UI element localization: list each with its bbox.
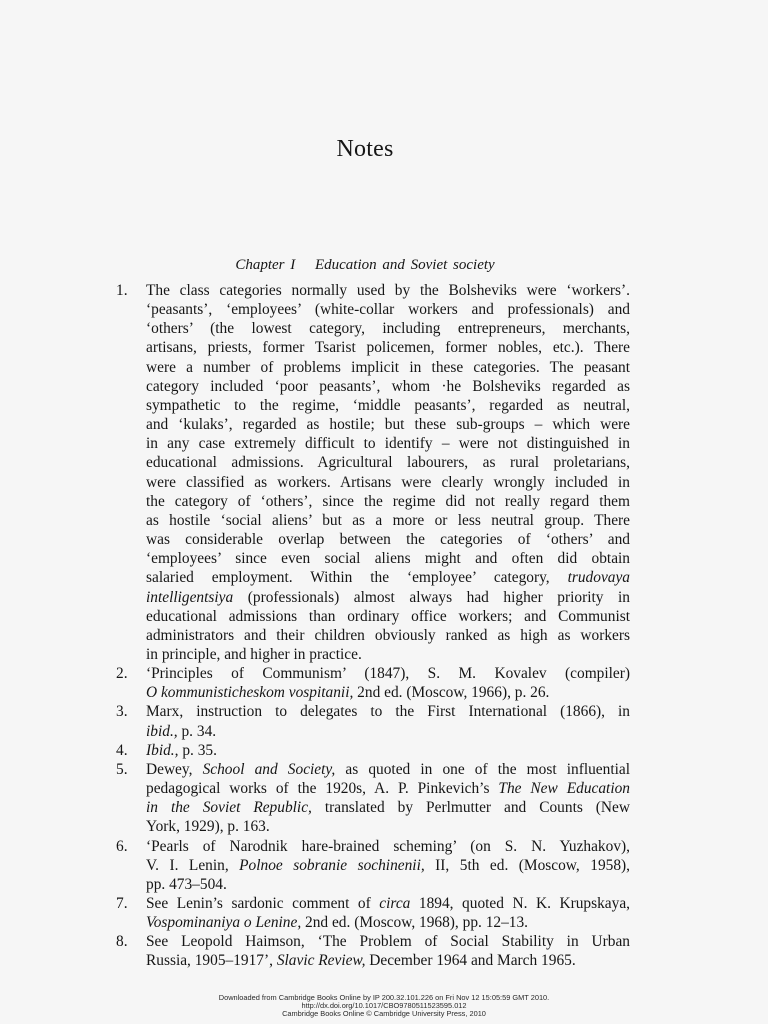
text-run: category included ‘poor peasants’, whom ·he Bolsheviks regarded as: [146, 377, 630, 395]
note-line: [146, 358, 630, 377]
note-line: [146, 798, 630, 817]
note-line: [146, 894, 630, 913]
note-text: [146, 664, 630, 702]
chapter-title: Education and Soviet society: [314, 257, 495, 273]
text-run: Marx, instruction to delegates to the First International (1866), in: [146, 703, 630, 721]
note-number: 7.: [116, 895, 128, 912]
text-run: as quoted in one of the most influential: [335, 760, 630, 778]
text-run: salaried employment. Within the ‘employee’ category,: [146, 569, 568, 587]
text-run: and ‘kulaks’, regarded as hostile; but these sub-groups – which were: [146, 416, 630, 434]
note-line: [146, 568, 630, 587]
chapter-label: Chapter: [235, 257, 285, 273]
text-run: See Leopold Haimson, ‘The Problem of Social Stability in Urban: [146, 933, 630, 951]
italic-title: trudovaya: [567, 569, 630, 587]
italic-title: Ibid.,: [146, 741, 179, 759]
text-run: p. 34.: [177, 722, 217, 740]
text-run: ‘employees’ since even social aliens might and often did obtain: [146, 550, 630, 568]
note-text: [146, 702, 630, 740]
note-line: [146, 300, 630, 319]
text-run: as hostile ‘social aliens’ but as a more or less neutral group. There: [146, 511, 630, 529]
note-line: [146, 760, 630, 779]
note-text: [146, 281, 630, 664]
italic-title: ibid.,: [146, 722, 178, 740]
note-line: [146, 396, 630, 415]
note-number: 2.: [116, 665, 128, 683]
note-line: [146, 434, 630, 453]
text-run: were a number of problems implicit in these categories. The peasant: [146, 358, 630, 376]
italic-title: Polnoe sobranie sochinenii,: [239, 856, 425, 874]
note-line: [146, 645, 630, 664]
text-run: V. I. Lenin,: [146, 856, 240, 874]
note-item: [116, 760, 630, 837]
note-line: [146, 473, 630, 492]
italic-title: Vospominaniya o Lenine,: [146, 914, 302, 932]
text-run: 2nd ed. (Moscow, 1966), p. 26.: [353, 684, 550, 702]
italic-title: in the Soviet Republic,: [146, 799, 312, 817]
note-line: [146, 377, 630, 396]
text-run: in any case extremely difficult to identify – were not distinguished in: [146, 435, 630, 453]
note-text: [146, 932, 630, 970]
text-run: artisans, priests, former Tsarist policemen, former nobles, etc.). There: [146, 339, 630, 357]
note-line: [146, 741, 630, 760]
note-line: [146, 319, 630, 338]
note-number: 4.: [116, 741, 128, 759]
note-item: [116, 741, 630, 760]
chapter-heading: [0, 257, 730, 274]
note-line: [146, 702, 630, 721]
chapter-number: I: [290, 257, 296, 273]
note-line: [146, 281, 630, 300]
note-number: 5.: [116, 760, 128, 778]
text-run: The class categories normally used by the Bolsheviks were ‘workers’.: [146, 282, 630, 299]
note-text: [146, 760, 630, 837]
footer-doi-line[interactable]: http://dx.doi.org/10.1017/CBO9780511523595.012: [301, 1001, 467, 1010]
note-number: 6.: [116, 837, 128, 855]
note-line: [146, 511, 630, 530]
note-line: [146, 951, 630, 970]
footer: [0, 994, 768, 1018]
text-run: ‘Pearls of Narodnik hare-brained scheming’ (on S. N. Yuzhakov),: [146, 837, 630, 855]
note-line: [146, 722, 630, 741]
italic-title: circa: [379, 895, 411, 912]
text-run: pp. 473–504.: [146, 875, 227, 893]
footer-copyright-line: Cambridge Books Online © Cambridge University Press, 2010: [282, 1009, 486, 1018]
note-line: [146, 664, 630, 683]
text-run: Russia, 1905–1917’,: [146, 952, 277, 970]
note-item: [116, 932, 630, 970]
note-line: [146, 453, 630, 472]
text-run: translated by Perlmutter and Counts (New: [311, 799, 630, 817]
text-run: Dewey,: [146, 760, 203, 778]
text-run: ‘others’ (the lowest category, including entrepreneurs, merchants,: [146, 320, 630, 338]
text-run: were classified as workers. Artisans were clearly wrongly included in: [146, 473, 630, 491]
note-text: [146, 741, 630, 760]
text-run: was considerable overlap between the categories of ‘others’ and: [146, 531, 630, 549]
text-run: in principle, and higher in practice.: [146, 645, 362, 663]
text-run: 1894, quoted N. K. Krupskaya,: [410, 895, 630, 912]
text-run: pedagogical works of the 1920s, A. P. Pinkevich’s: [146, 780, 499, 798]
note-line: [146, 530, 630, 549]
note-line: [146, 492, 630, 511]
note-line: [146, 779, 630, 798]
note-line: [146, 338, 630, 357]
note-item: [116, 281, 630, 664]
text-run: York, 1929), p. 163.: [146, 818, 270, 836]
page-title: Notes: [336, 136, 394, 162]
text-run: ‘Principles of Communism’ (1847), S. M. Kovalev (compiler): [146, 665, 630, 683]
italic-title: School and Society,: [202, 760, 336, 778]
text-run: ‘peasants’, ‘employees’ (white-collar workers and professionals) and: [146, 301, 630, 319]
note-line: [146, 607, 630, 626]
note-item: [116, 702, 630, 740]
text-run: 2nd ed. (Moscow, 1968), pp. 12–13.: [301, 914, 529, 932]
note-line: [146, 415, 630, 434]
note-line: [146, 875, 630, 894]
text-run: II, 5th ed. (Moscow, 1958),: [424, 856, 630, 874]
text-run: p. 35.: [178, 741, 217, 759]
italic-title: Slavic Review,: [276, 952, 366, 970]
italic-title: intelligentsiya: [146, 588, 234, 606]
note-line: [146, 837, 630, 856]
note-item: [116, 837, 630, 894]
text-run: educational admissions. Agricultural labourers, as rural proletarians,: [146, 454, 630, 472]
note-number: 1.: [116, 282, 128, 299]
text-run: the category of ‘others’, since the regime did not really regard them: [146, 492, 630, 510]
note-number: 3.: [116, 703, 128, 721]
italic-title: O kommunisticheskom vospitanii,: [146, 684, 354, 702]
notes-list: [116, 281, 630, 971]
note-text: [146, 837, 630, 894]
text-run: administrators and their children obviously ranked as high as workers: [146, 626, 630, 644]
text-run: December 1964 and March 1965.: [365, 952, 576, 970]
note-line: [146, 626, 630, 645]
text-run: (professionals) almost always had higher priority in: [233, 588, 630, 606]
text-run: See Lenin’s sardonic comment of: [146, 895, 380, 912]
note-line: [146, 856, 630, 875]
note-line: [146, 588, 630, 607]
note-item: [116, 664, 630, 702]
note-line: [146, 913, 630, 932]
note-item: [116, 894, 630, 932]
note-line: [146, 549, 630, 568]
note-text: [146, 894, 630, 932]
text-run: educational admissions than ordinary office workers; and Communist: [146, 607, 630, 625]
note-number: 8.: [116, 933, 128, 951]
note-line: [146, 932, 630, 951]
note-line: [146, 683, 630, 702]
footer-download-line: Downloaded from Cambridge Books Online by IP 200.32.101.226 on Fri Nov 12 15:05:59 GMT 2010.: [218, 993, 550, 1002]
text-run: sympathetic to the regime, ‘middle peasants’, regarded as neutral,: [146, 396, 630, 414]
italic-title: The New Education: [498, 780, 630, 798]
note-line: [146, 817, 630, 836]
